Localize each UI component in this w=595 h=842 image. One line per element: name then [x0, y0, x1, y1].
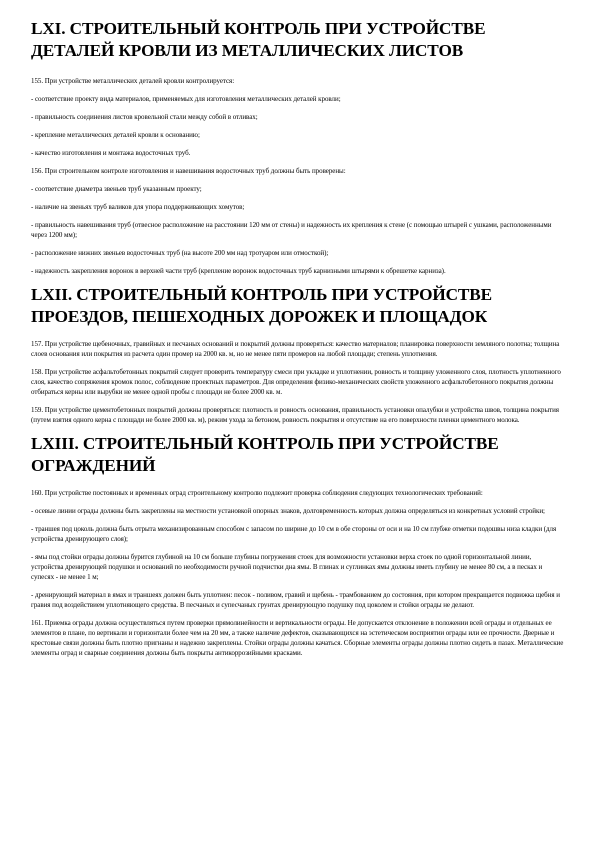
paragraph: 159. При устройстве цементобетонных покрытий должны проверяться: плотность и ровность основания, правильность установки опалубки и устройства швов, толщина покрытия (путем взятия одного керна с площади не более 2000 кв. м), режим ухода за бетоном, ровность покрытия и отсутствие на его поверхности пленки цементного молока.	[31, 406, 559, 424]
paragraph: - траншея под цоколь должна быть отрыта механизированным способом с запасом по ширине до 10 см в обе стороны от оси и на 10 см глубже отметки подошвы низа кладки (для устройства дренирующего слоя);	[31, 525, 557, 543]
section-lxii	[31, 284, 564, 425]
paragraph: 161. Приемка ограды должна осуществляться путем проверки прямолинейности и вертикальности ограды. Не допускается отклонение в положении всей ограды и отдельных ее элементов в плане, по вертикали и горизонтали более чем на 20 мм, а также наличие дефектов, сказывающихся на эстетическом восприятии ограды или ее прочности. Дверные и крестовые связи должны быть плотно пригнаны и надежно закреплены. Стойки ограды должны качаться. Сборные элементы ограды должны плотно сидеть в пазах. Металлические элементы оград и сварные соединения должны быть покрыты антикоррозийными красками.	[31, 619, 564, 657]
section-title: LXIII. СТРОИТЕЛЬНЫЙ КОНТРОЛЬ ПРИ УСТРОЙСТВЕ ОГРАЖДЕНИЙ	[31, 434, 499, 475]
section-title: LXI. СТРОИТЕЛЬНЫЙ КОНТРОЛЬ ПРИ УСТРОЙСТВЕ ДЕТАЛЕЙ КРОВЛИ ИЗ МЕТАЛЛИЧЕСКИХ ЛИСТОВ	[31, 19, 486, 60]
paragraph: - правильность навешивания труб (отвесное расположение на расстоянии 120 мм от стены) и надежность их крепления к стене (с помощью штырей с ушками, расположенными через 1200 мм);	[31, 221, 552, 239]
paragraph: 158. При устройстве асфальтобетонных покрытий следует проверить температуру смеси при укладке и уплотнении, ровность и толщину уложенного слоя, плотность уплотненного слоя, качество сопряжения кромок полос, соблюдение проектных параметров. Для определения физико-механических свойств уложенного асфальтобетонного покрытия должны отбираться керны или вырубки не менее одной пробы с площади не более 2000 кв. м.	[31, 368, 561, 396]
paragraph: - наличие на звеньях труб валиков для упора поддерживающих хомутов;	[31, 203, 245, 211]
section-title: LXII. СТРОИТЕЛЬНЫЙ КОНТРОЛЬ ПРИ УСТРОЙСТВЕ ПРОЕЗДОВ, ПЕШЕХОДНЫХ ДОРОЖЕК И ПЛОЩАДОК	[31, 285, 493, 326]
paragraph: - крепление металлических деталей кровли к основанию;	[31, 131, 200, 139]
section-lxiii	[31, 433, 564, 658]
paragraph: - расположение нижних звеньев водосточных труб (на высоте 200 мм над тротуаром или отмосткой);	[31, 249, 329, 257]
paragraph: 156. При строительном контроле изготовления и навешивания водосточных труб должны быть проверены:	[31, 167, 346, 175]
paragraph: - ямы под стойки ограды должны бурится глубиной на 10 см больше глубины погружения стоек для возможности установки верха стоек по одной горизонтальной линии, устройства дренирующей подушки и оснований по необходимости ручной подчистки дна ямы. В глинах и суглинках ямы должны иметь глубину не менее 80 см, а в песках и супесях - не менее 1 м;	[31, 553, 543, 581]
section-lxi	[31, 18, 564, 276]
paragraph: 157. При устройстве щебеночных, гравийных и песчаных оснований и покрытий должны проверяться: качество материалов; планировка поверхности земляного полотна; толщина слоев основания или покрытия из расчета один промер на 2000 кв. м, но не менее пяти промеров на любой площади; степень уплотнения.	[31, 340, 560, 358]
paragraph: 155. При устройстве металлических деталей кровли контролируется:	[31, 77, 235, 85]
paragraph: - надежность закрепления воронок в верхней части труб (крепление воронок водосточных труб карнизными штырями к обрешетке карниза).	[31, 267, 446, 275]
paragraph: - соответствие диаметра звеньев труб указанным проекту;	[31, 185, 202, 193]
paragraph: 160. При устройстве постоянных и временных оград строительному контролю подлежит проверка соблюдения следующих технологических требований:	[31, 489, 483, 497]
paragraph: - дренирующий материал в ямах и траншеях должен быть уплотнен: песок - поливом, гравий и щебень - трамбованием до состояния, при котором прекращается подвижка щебня и гравия под воздействием уплотняющего средства. В песчаных и супесчаных грунтах дренирующую подушку под цоколем и стойки ограды не делают.	[31, 591, 560, 609]
paragraph: - соответствие проекту вида материалов, применяемых для изготовления металлических деталей кровли;	[31, 95, 341, 103]
paragraph: - качество изготовления и монтажа водосточных труб.	[31, 149, 191, 157]
paragraph: - осевые линии ограды должны быть закреплены на местности установкой опорных знаков, долговременность которых должна определяться из конкретных условий стройки;	[31, 507, 545, 515]
paragraph: - правильность соединения листов кровельной стали между собой в отливах;	[31, 113, 258, 121]
